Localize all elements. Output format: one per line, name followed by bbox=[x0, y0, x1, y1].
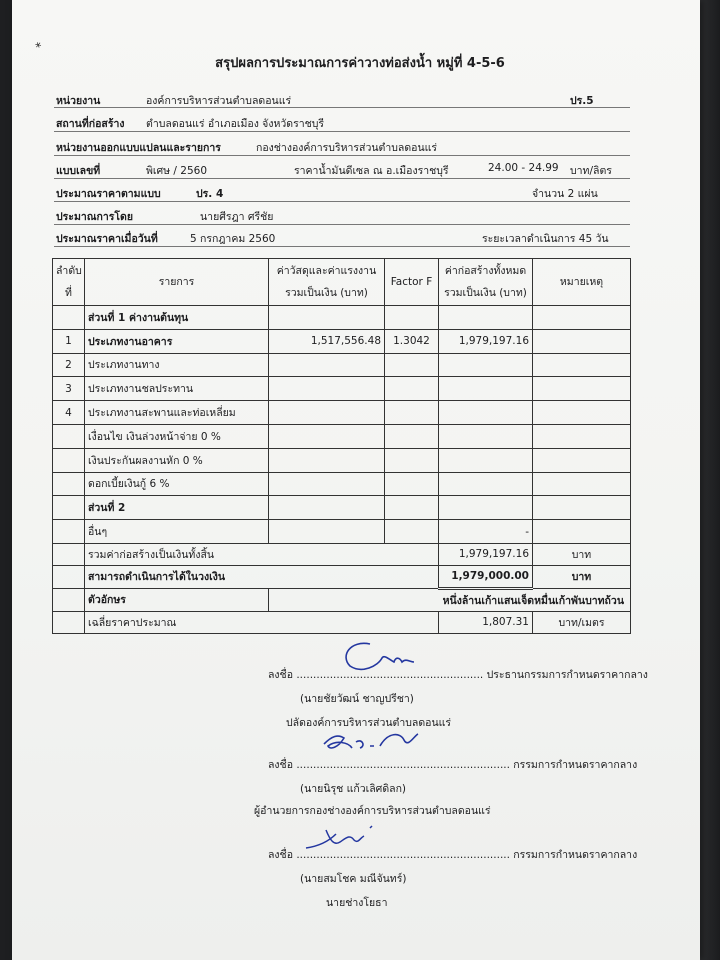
estimate-form-value: ปร. 4 bbox=[196, 188, 224, 200]
cell-factor bbox=[385, 448, 439, 472]
cell-note bbox=[533, 520, 631, 544]
table-row bbox=[53, 401, 631, 425]
diesel-label: ราคาน้ำมันดีเซล ณ อ.เมืองราชบุรี bbox=[294, 165, 449, 177]
cell-factor bbox=[385, 472, 439, 496]
cell-item: ประเภทงานอาคาร bbox=[85, 329, 269, 353]
cell-no bbox=[53, 448, 85, 472]
diesel-value: 24.00 - 24.99 bbox=[488, 162, 559, 174]
form-code: ปร.5 bbox=[570, 95, 594, 107]
total-value: 1,979,197.16 bbox=[439, 543, 533, 565]
signer-name-3: (นายสมโชค มณีจันทร์) bbox=[300, 873, 407, 885]
cell-item: ประเภทงานสะพานและท่อเหลี่ยม bbox=[85, 401, 269, 425]
table-row bbox=[53, 520, 631, 544]
table-row bbox=[53, 329, 631, 353]
cell-item: เงินประกันผลงานหัก 0 % bbox=[85, 448, 269, 472]
cell-factor bbox=[385, 496, 439, 520]
cell-no bbox=[53, 472, 85, 496]
cell-no bbox=[53, 424, 85, 448]
signer-position-1: ปลัดองค์การบริหารส่วนตำบลดอนแร่ bbox=[286, 717, 452, 729]
table-header-row bbox=[53, 259, 631, 306]
cell-factor: 1.3042 bbox=[385, 329, 439, 353]
site-value: ตำบลดอนแร่ อำเภอเมือง จังหวัดราชบุรี bbox=[146, 118, 325, 130]
signer-name-2: (นายนิรุช แก้วเลิศดิลก) bbox=[300, 783, 407, 795]
cell-no: 4 bbox=[53, 401, 85, 425]
diesel-unit: บาท/ลิตร bbox=[570, 165, 612, 177]
cell-note bbox=[533, 424, 631, 448]
divider bbox=[54, 224, 630, 225]
cell-cost bbox=[269, 424, 385, 448]
divider bbox=[54, 131, 630, 132]
cell-item: ส่วนที่ 1 ค่างานต้นทุน bbox=[85, 306, 269, 330]
cell-total bbox=[439, 401, 533, 425]
cell-item: อื่นๆ bbox=[85, 520, 269, 544]
budget-value: 1,979,000.00 bbox=[439, 565, 533, 588]
budget-label: สามารถดำเนินการได้ในวงเงิน bbox=[85, 565, 439, 588]
cell-note bbox=[533, 329, 631, 353]
cell-total bbox=[439, 306, 533, 330]
signature-line-1 bbox=[268, 666, 648, 683]
cell-cost bbox=[269, 401, 385, 425]
divider bbox=[54, 107, 630, 108]
average-label: เฉลี่ยราคาประมาณ bbox=[85, 611, 439, 633]
cost-summary-table bbox=[52, 258, 631, 634]
total-row bbox=[53, 543, 631, 565]
signature-prefix: ลงชื่อ bbox=[268, 759, 293, 771]
table-row bbox=[53, 306, 631, 330]
header-cost: ค่าวัสดุและค่าแรงงาน รวมเป็นเงิน (บาท) bbox=[269, 259, 385, 306]
average-unit: บาท/เมตร bbox=[533, 611, 631, 633]
signer-position-3: นายช่างโยธา bbox=[326, 897, 388, 909]
signature-prefix: ลงชื่อ bbox=[268, 669, 293, 681]
average-value: 1,807.31 bbox=[439, 611, 533, 633]
estimator-value: นายศีรฎา ศรีชัย bbox=[200, 211, 274, 223]
total-label: รวมค่าก่อสร้างเป็นเงินทั้งสิ้น bbox=[85, 543, 439, 565]
total-unit: บาท bbox=[533, 543, 631, 565]
cell-total bbox=[439, 448, 533, 472]
signature-role: กรรมการกำหนดราคากลาง bbox=[513, 759, 638, 771]
cell-total bbox=[439, 424, 533, 448]
estimate-form-label: ประมาณราคาตามแบบ bbox=[56, 188, 161, 200]
cell-item: ดอกเบี้ยเงินกู้ 6 % bbox=[85, 472, 269, 496]
table-row bbox=[53, 448, 631, 472]
signature-dots: ................................................................ bbox=[296, 849, 514, 861]
header-factor: Factor F bbox=[385, 259, 439, 306]
cell-item: ประเภทงานทาง bbox=[85, 353, 269, 377]
plan-no-label: แบบเลขที่ bbox=[56, 165, 101, 177]
site-label: สถานที่ก่อสร้าง bbox=[56, 118, 125, 130]
letters-value: หนึ่งล้านเก้าแสนเจ็ดหมื่นเก้าพันบาทถ้วน bbox=[269, 588, 631, 611]
cell-factor bbox=[385, 306, 439, 330]
design-unit-value: กองช่างองค์การบริหารส่วนตำบลดอนแร่ bbox=[256, 142, 438, 154]
cell-cost bbox=[269, 448, 385, 472]
signer-name-1: (นายชัยวัฒน์ ชาญปรีชา) bbox=[300, 693, 414, 705]
header-total: ค่าก่อสร้างทั้งหมด รวมเป็นเงิน (บาท) bbox=[439, 259, 533, 306]
cell-no bbox=[53, 496, 85, 520]
signature-role: กรรมการกำหนดราคากลาง bbox=[513, 849, 638, 861]
cell-note bbox=[533, 401, 631, 425]
cell-cost: 1,517,556.48 bbox=[269, 329, 385, 353]
document-title: สรุปผลการประมาณการค่าวางท่อส่งน้ำ หมู่ที่ 4-5-6 bbox=[215, 56, 505, 71]
signature-prefix: ลงชื่อ bbox=[268, 849, 293, 861]
handwritten-signature-1 bbox=[330, 636, 440, 676]
date-value: 5 กรกฎาคม 2560 bbox=[190, 233, 276, 245]
divider bbox=[54, 246, 630, 247]
header-no: ลำดับ ที่ bbox=[53, 259, 85, 306]
cell-factor bbox=[385, 520, 439, 544]
cell-cost bbox=[269, 306, 385, 330]
cell-item: เงื่อนไข เงินล่วงหน้าจ่าย 0 % bbox=[85, 424, 269, 448]
cell-total: 1,979,197.16 bbox=[439, 329, 533, 353]
letters-label: ตัวอักษร bbox=[85, 588, 269, 611]
cell-cost bbox=[269, 496, 385, 520]
divider bbox=[54, 178, 630, 179]
cell-factor bbox=[385, 377, 439, 401]
cell-cost bbox=[269, 520, 385, 544]
plan-no-value: พิเศษ / 2560 bbox=[146, 165, 208, 177]
corner-mark: * bbox=[33, 39, 45, 55]
cell-factor bbox=[385, 424, 439, 448]
letters-row bbox=[53, 588, 631, 611]
handwritten-signature-3 bbox=[300, 820, 400, 856]
cell-note bbox=[533, 472, 631, 496]
cell-note bbox=[533, 306, 631, 330]
cell-note bbox=[533, 353, 631, 377]
divider bbox=[54, 201, 630, 202]
table-row bbox=[53, 377, 631, 401]
cell-no bbox=[53, 520, 85, 544]
budget-unit: บาท bbox=[533, 565, 631, 588]
cell-cost bbox=[269, 353, 385, 377]
sheet-count: จำนวน 2 แผ่น bbox=[532, 188, 598, 200]
cell-total bbox=[439, 377, 533, 401]
average-row bbox=[53, 611, 631, 633]
cell-total bbox=[439, 496, 533, 520]
cell-note bbox=[533, 496, 631, 520]
table-row bbox=[53, 424, 631, 448]
handwritten-signature-2 bbox=[318, 726, 428, 766]
design-unit-label: หน่วยงานออกแบบแปลนและรายการ bbox=[56, 142, 221, 154]
header-item: รายการ bbox=[85, 259, 269, 306]
cell-no: 1 bbox=[53, 329, 85, 353]
agency-value: องค์การบริหารส่วนตำบลดอนแร่ bbox=[146, 95, 292, 107]
duration: ระยะเวลาดำเนินการ 45 วัน bbox=[482, 233, 609, 245]
table-row bbox=[53, 496, 631, 520]
table-row bbox=[53, 353, 631, 377]
cell-item: ประเภทงานชลประทาน bbox=[85, 377, 269, 401]
signature-dots: ........................................................ bbox=[296, 669, 487, 681]
table-row bbox=[53, 472, 631, 496]
budget-row bbox=[53, 565, 631, 588]
cell-factor bbox=[385, 353, 439, 377]
date-label: ประมาณราคาเมื่อวันที่ bbox=[56, 233, 158, 245]
cell-factor bbox=[385, 401, 439, 425]
estimator-label: ประมาณการโดย bbox=[56, 211, 134, 223]
cell-total: - bbox=[439, 520, 533, 544]
signer-position-2: ผู้อำนวยการกองช่างองค์การบริหารส่วนตำบลดอนแร่ bbox=[254, 805, 491, 817]
divider bbox=[54, 155, 630, 156]
cell-total bbox=[439, 353, 533, 377]
cell-no: 2 bbox=[53, 353, 85, 377]
cell-total bbox=[439, 472, 533, 496]
header-note: หมายเหตุ bbox=[533, 259, 631, 306]
signature-role: ประธานกรรมการกำหนดราคากลาง bbox=[486, 669, 648, 681]
cell-item: ส่วนที่ 2 bbox=[85, 496, 269, 520]
agency-label: หน่วยงาน bbox=[56, 95, 101, 107]
cell-note bbox=[533, 448, 631, 472]
cell-note bbox=[533, 377, 631, 401]
signature-dots: ................................................................ bbox=[296, 759, 514, 771]
cell-no: 3 bbox=[53, 377, 85, 401]
cell-cost bbox=[269, 472, 385, 496]
cell-cost bbox=[269, 377, 385, 401]
cell-no bbox=[53, 306, 85, 330]
